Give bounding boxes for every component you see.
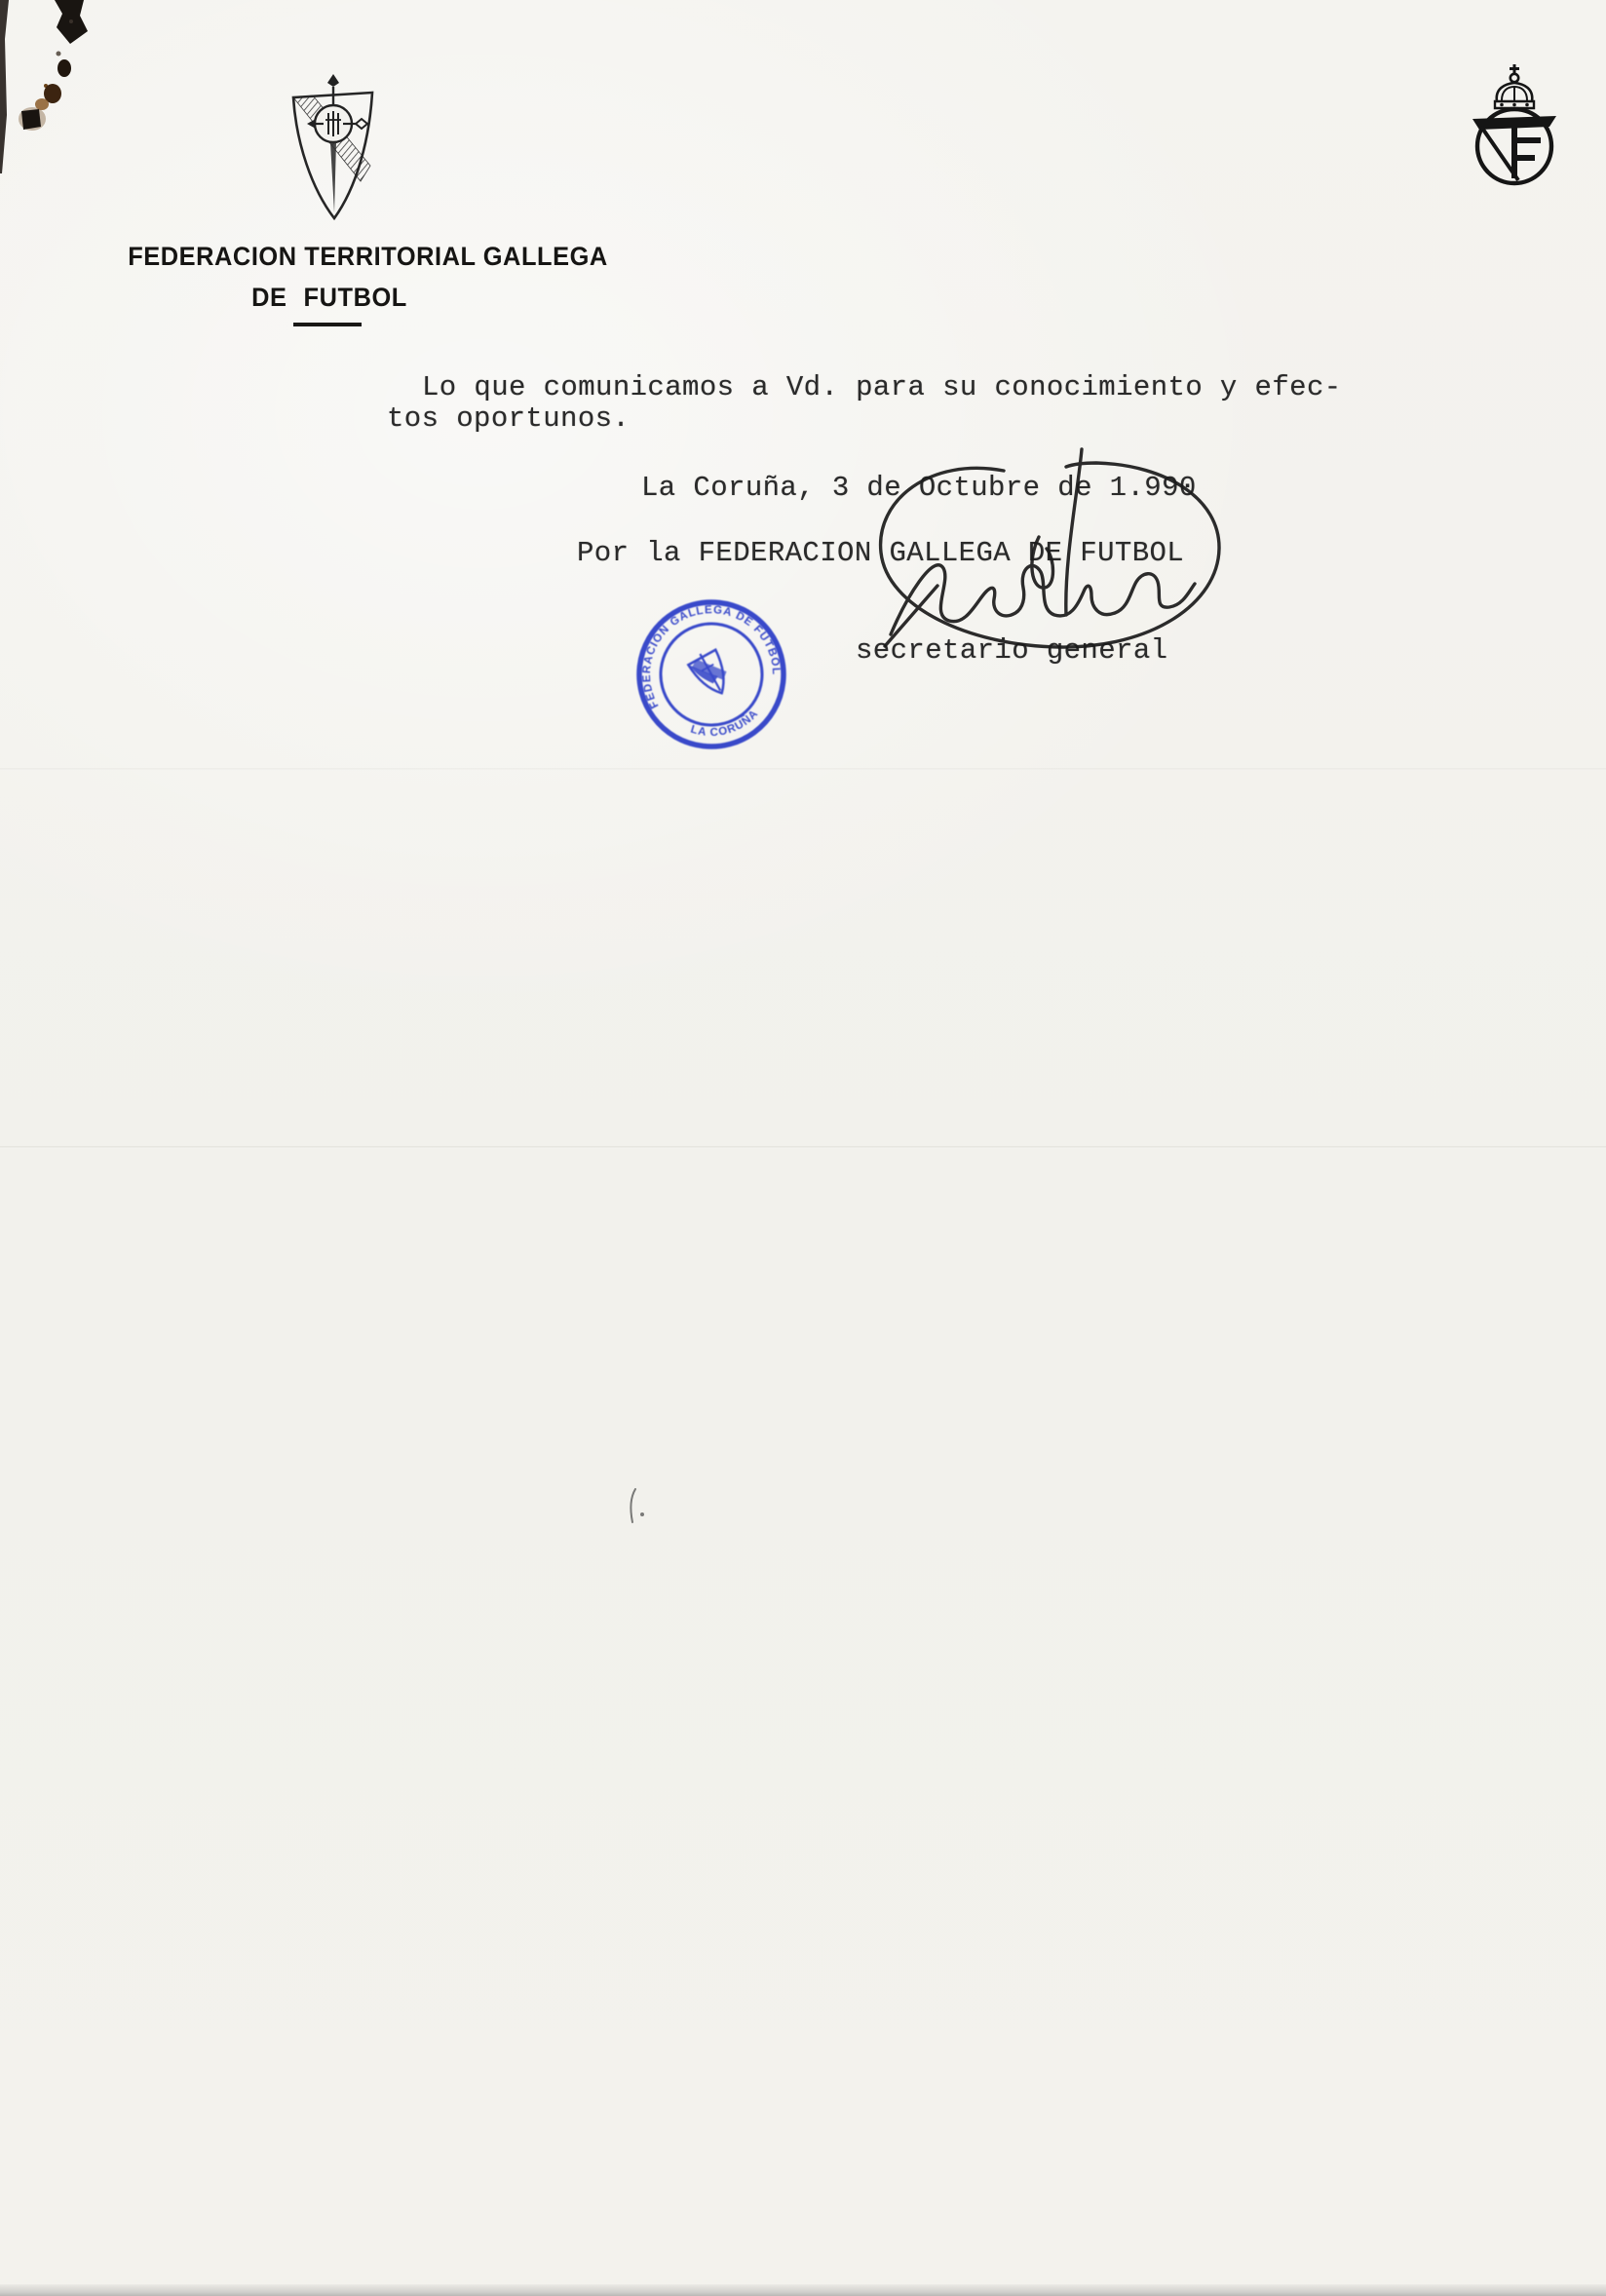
ink-speck xyxy=(622,1485,651,1528)
letter-body-line1: Lo que comunicamos a Vd. para su conocimiento y efec- xyxy=(422,371,1342,403)
letterhead-underline xyxy=(293,323,362,326)
org-name-line1: FEDERACION TERRITORIAL GALLEGA xyxy=(128,242,608,271)
letter-signature-intro: Por la FEDERACION GALLEGA DE FUTBOL xyxy=(577,537,1185,569)
royal-spanish-federation-crest-icon xyxy=(1469,62,1561,189)
stamp-arc-text-bottom: LA CORUÑA xyxy=(689,708,761,740)
org-name-line2: DE FUTBOL xyxy=(251,283,407,312)
staple-rust-marks-icon xyxy=(0,0,146,195)
scan-bottom-edge xyxy=(0,2284,1606,2296)
galician-federation-shield-icon xyxy=(287,70,379,224)
handwritten-signature xyxy=(848,443,1257,677)
signer-title: secretario general xyxy=(856,634,1168,667)
letter-body-line2: tos oportunos. xyxy=(387,402,631,435)
federation-rubber-stamp xyxy=(621,584,802,765)
letter-dateline: La Coruña, 3 de Octubre de 1.990 xyxy=(641,472,1197,504)
stamp-shield-icon xyxy=(686,646,735,701)
paper-fold-line xyxy=(0,768,1606,771)
stamp-arc-text-top: FEDERACION GALLEGA DE FUTBOL xyxy=(640,604,783,710)
paper-fold-line xyxy=(0,1146,1606,1149)
